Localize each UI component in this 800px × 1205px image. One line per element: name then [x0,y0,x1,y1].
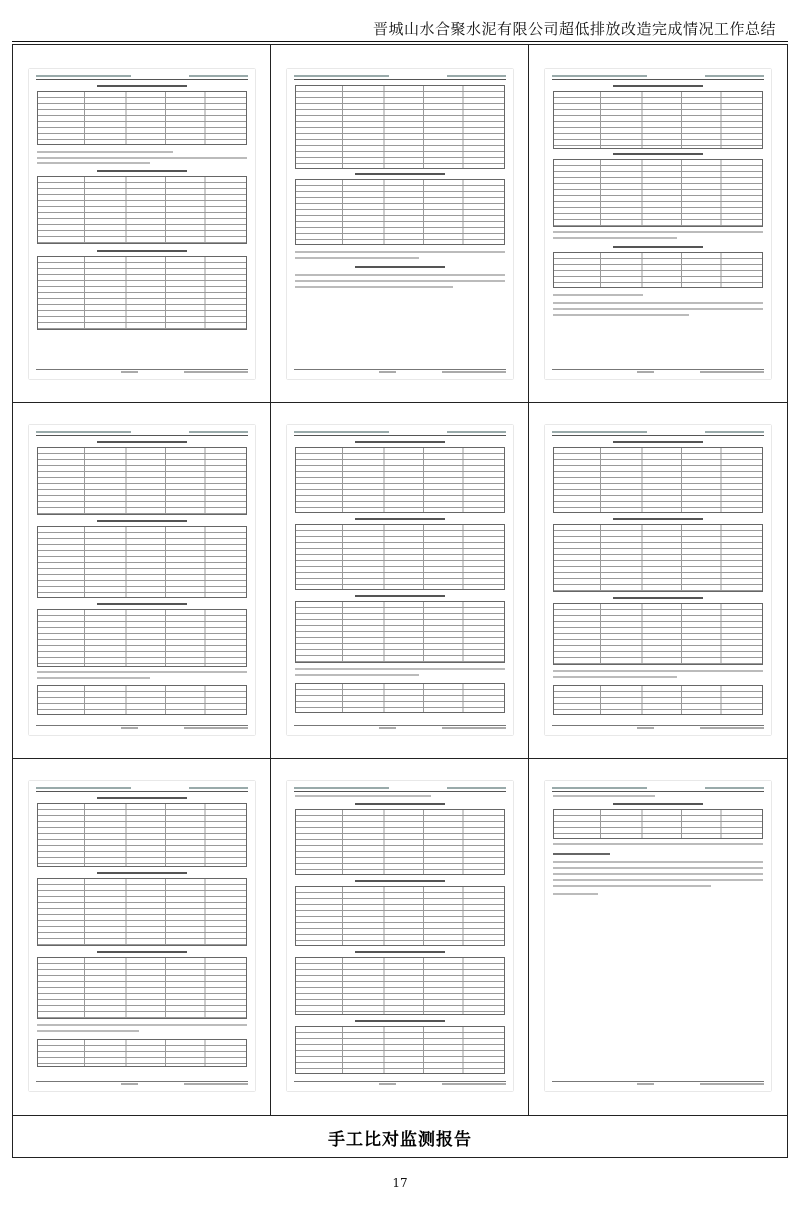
grid-divider-horizontal-2 [13,758,787,759]
page-header [12,14,788,42]
grid-divider-horizontal-1 [13,402,787,403]
report-page-thumbnail [287,425,513,735]
page-number: 17 [392,1176,408,1190]
report-page-thumbnail [29,69,255,379]
report-page-thumbnail [545,69,771,379]
report-page-thumbnail [29,781,255,1091]
report-page-thumbnail [287,69,513,379]
report-page-thumbnail [545,425,771,735]
grid-divider-vertical-2 [528,45,529,1115]
report-page-thumbnail [29,425,255,735]
document-title: 晋城山水合聚水泥有限公司超低排放改造完成情况工作总结 [372,20,776,38]
figure-caption: 手工比对监测报告 [328,1129,472,1150]
report-figure-frame [12,44,788,1158]
grid-divider-vertical-1 [270,45,271,1115]
report-page-thumbnail [545,781,771,1091]
header-rule [12,41,788,43]
report-page-thumbnail [287,781,513,1091]
